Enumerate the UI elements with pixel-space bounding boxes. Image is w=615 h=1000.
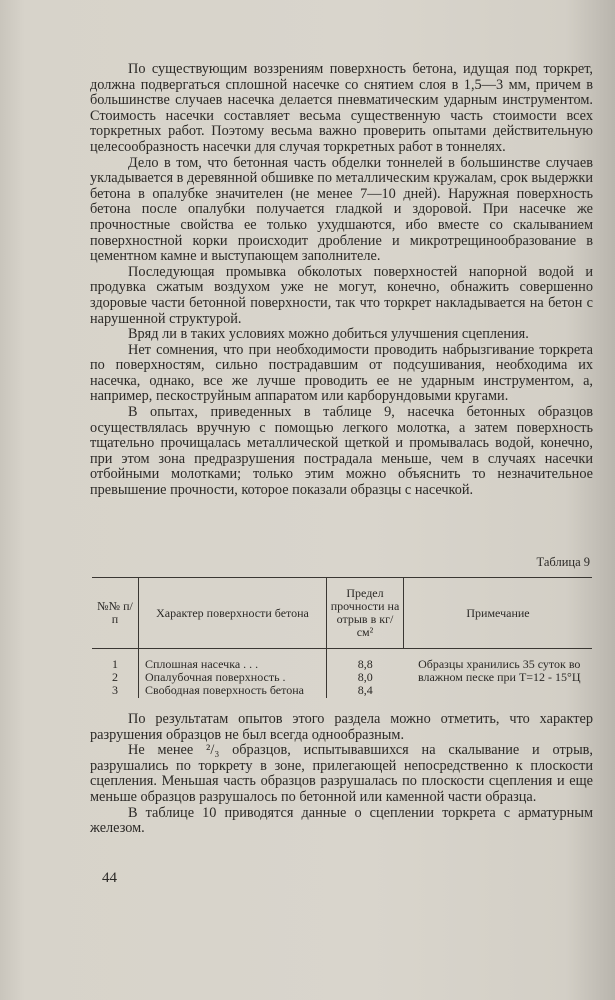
paragraph: Дело в том, что бетонная часть обделки тоннелей в большинстве случаев укладывается в деревянной обшивке по металлическим кружалам, срок выдержки бетона в опалубке значителен (не менее 7—10 дней). Наружная поверхность бетона после опалубки получается гладкой и здоровой. При насечке же прочностные свойства ее только ухудшаются, ибо вместе со скалыванием поверхностной корки происходит дробление и микротрещинообразование в цементном камне и выступающем заполнителе. [90, 154, 593, 265]
header-note: Примечание [404, 578, 593, 649]
body-text-continued [90, 712, 593, 837]
page-number: 44 [102, 870, 117, 886]
table-caption: Таблица 9 [536, 555, 590, 569]
paragraph: В таблице 10 приводятся данные о сцеплении торкрета с арматурным железом. [90, 804, 593, 837]
table-header-row [92, 578, 592, 649]
header-number: №№ п/п [92, 578, 139, 649]
row-number: 2 [112, 670, 118, 684]
paragraph: По существующим воззрениям поверхность бетона, идущая под торкрет, должна подвергаться сплошной насечке со снятием слоя в 1,5—3 мм, причем в большинстве случаев насечка делается пневматическим ударным инструментом. Стоимость насечки составляет весьма существенную часть стоимости всех торкретных работ. Поэтому весьма важно проверить опытами действительную целесообразность насечки для случая торкретных работ в тоннелях. [90, 61, 593, 155]
table-9 [92, 577, 592, 698]
surface-type: Сплошная насечка . . . [145, 657, 259, 671]
strength-value: 8,0 [357, 670, 373, 684]
strength-value: 8,4 [357, 683, 373, 697]
surface-type: Свободная поверхность бетона [145, 683, 304, 697]
row-number: 1 [112, 657, 118, 671]
row-surfaces [139, 649, 327, 699]
body-text [90, 62, 593, 499]
paragraph: Вряд ли в таких условиях можно добиться улучшения сцепления. [128, 326, 529, 343]
paragraph: В опытах, приведенных в таблице 9, насечка бетонных образцов осуществлялась вручную с помощью легкого молотка, а затем поверхность тщательно прочищалась металлической щеткой и промывалась водой, конечно, при этом зона предразрушения пострадала меньше, чем в случаях насечки отбойными молотками; только этим можно объяснить то незначительное превышение прочности, которое показали образцы с насечкой. [90, 404, 593, 499]
row-numbers [92, 649, 139, 699]
surface-type: Опалубочная поверхность . [145, 670, 286, 684]
table-body-row [92, 649, 592, 699]
table-note: Образцы хранились 35 суток во влажном песке при T=12 - 15°Ц [417, 657, 581, 684]
paragraph: Нет сомнения, что при необходимости проводить набрызгивание торкрета по поверхностям, сильно пострадавшим от подсушивания, необходима их насечка, однако, все же лучше проводить ее не ударным инструментом, а, например, пескоструйным аппаратом или карборундовыми кругами. [90, 341, 593, 405]
row-values [327, 649, 404, 699]
paragraph: По результатам опытов этого раздела можно отметить, что характер разрушения образцов не был всегда однообразным. [90, 711, 593, 743]
row-number: 3 [112, 683, 118, 697]
strength-value: 8,8 [357, 657, 373, 671]
header-surface: Характер поверхности бетона [139, 578, 327, 649]
paragraph: Не менее ²/₃ образцов, испытывавшихся на скалывание и отрыв, разрушались по торкрету в зоне, прилегающей непосредственно к плоскости сцепления. Меньшая часть образцов разрушалась по плоскости сцепления и еще меньше образцов разрушалось по бетонной или каменной части образца. [90, 742, 593, 805]
header-strength: Предел прочности на отрыв в кг/см² [327, 578, 404, 649]
paragraph: Последующая промывка обколотых поверхностей напорной водой и продувка сжатым воздухом уже не могут, конечно, обнажить совершенно здоровые части бетонной поверхности, так что торкрет накладывается на бетон с нарушенной структурой. [90, 263, 593, 327]
